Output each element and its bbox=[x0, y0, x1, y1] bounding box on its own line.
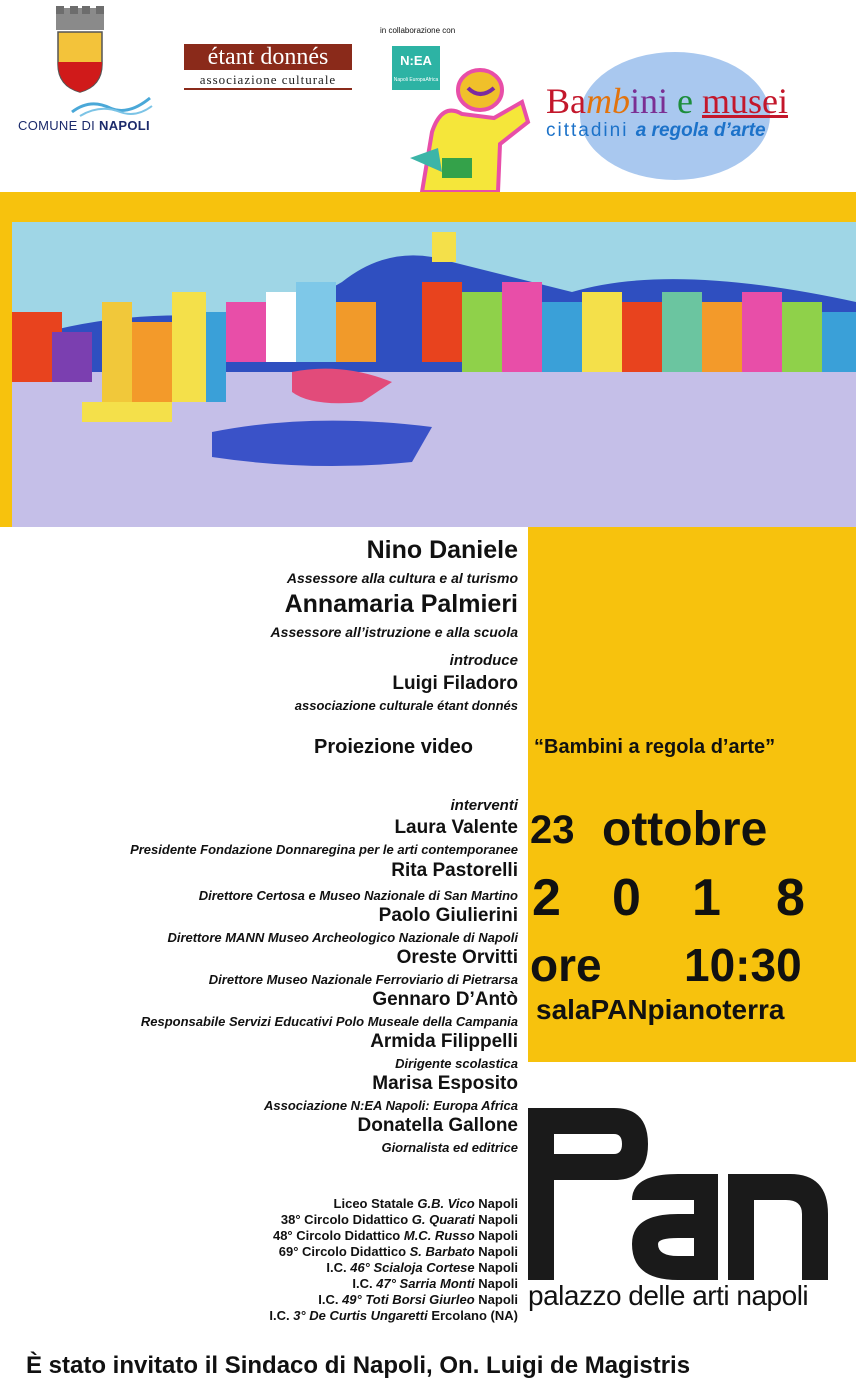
school-item: I.C. 49° Toti Borsi Giurleo Napoli bbox=[318, 1292, 518, 1307]
etant-name: étant donnés bbox=[184, 44, 352, 70]
speaker-role: Assessore alla cultura e al turismo bbox=[286, 570, 518, 586]
speaker-role: Assessore all’istruzione e alla scuola bbox=[270, 624, 518, 640]
speaker-name: Donatella Gallone bbox=[357, 1115, 518, 1136]
speaker-name: Rita Pastorelli bbox=[391, 860, 518, 881]
event-venue: salaPANpianoterra bbox=[536, 994, 785, 1025]
napoli-crest-icon bbox=[52, 6, 108, 94]
etant-subtitle: associazione culturale bbox=[184, 72, 352, 90]
speaker-name: Laura Valente bbox=[394, 817, 518, 838]
footer-note: È stato invitato il Sindaco di Napoli, On. Luigi de Magistris bbox=[26, 1352, 691, 1379]
school-item: 48° Circolo Didattico M.C. Russo Napoli bbox=[272, 1228, 518, 1243]
intro-name: Luigi Filadoro bbox=[392, 673, 518, 694]
naples-painting-image bbox=[12, 222, 856, 527]
waves-icon bbox=[70, 94, 154, 118]
speaker-name: Armida Filippelli bbox=[370, 1031, 518, 1052]
speaker-name: Gennaro D’Antò bbox=[372, 989, 518, 1010]
pan-caption: palazzo delle arti napoli bbox=[528, 1280, 809, 1311]
school-item: I.C. 46° Scialoja Cortese Napoli bbox=[326, 1260, 518, 1275]
speaker-role: Responsabile Servizi Educativi Polo Museale della Campania bbox=[140, 1014, 518, 1029]
video-label: Proiezione video bbox=[314, 736, 473, 758]
speaker-role: Associazione N:EA Napoli: Europa Africa bbox=[263, 1098, 518, 1113]
event-year-digit: 0 bbox=[612, 869, 641, 927]
logo-subtitle: cittadini a regola d’arte bbox=[546, 120, 766, 141]
speaker-name: Marisa Esposito bbox=[372, 1073, 518, 1094]
header bbox=[0, 0, 856, 192]
intro-role: associazione culturale étant donnés bbox=[294, 698, 518, 713]
nea-subtitle: Napoli EuropaAfrica bbox=[393, 77, 439, 83]
speaker-role: Direttore Certosa e Museo Nazionale di San Martino bbox=[198, 888, 518, 903]
event-year-digit: 8 bbox=[776, 869, 805, 927]
school-item: 38° Circolo Didattico G. Quarati Napoli bbox=[280, 1212, 518, 1227]
comune-label: COMUNE DI NAPOLI bbox=[18, 118, 150, 133]
school-item: Liceo Statale G.B. Vico Napoli bbox=[333, 1196, 518, 1211]
event-month: ottobre bbox=[602, 803, 768, 856]
child-drawing-figure bbox=[402, 62, 532, 192]
speaker-role: Direttore MANN Museo Archeologico Nazionale di Napoli bbox=[167, 930, 518, 945]
intro-label: introduce bbox=[449, 652, 518, 669]
speaker-name: Nino Daniele bbox=[366, 536, 518, 564]
school-item: I.C. 3° De Curtis Ungaretti Ercolano (NA) bbox=[269, 1308, 518, 1323]
speaker-role: Giornalista ed editrice bbox=[381, 1140, 518, 1155]
video-title: “Bambini a regola d’arte” bbox=[534, 736, 776, 758]
school-item: I.C. 47° Sarria Monti Napoli bbox=[352, 1276, 518, 1291]
school-item: 69° Circolo Didattico S. Barbato Napoli bbox=[278, 1244, 518, 1259]
event-year-digit: 2 bbox=[532, 869, 561, 927]
interventi-label: interventi bbox=[450, 797, 518, 814]
speaker-name: Oreste Orvitti bbox=[396, 947, 518, 968]
speaker-name: Paolo Giulierini bbox=[378, 905, 518, 926]
nea-name: N:EA bbox=[400, 53, 432, 68]
collaboration-label: in collaborazione con bbox=[380, 26, 456, 35]
event-time-label: ore bbox=[530, 939, 602, 991]
speaker-role: Direttore Museo Nazionale Ferroviario di Pietrarsa bbox=[208, 972, 518, 987]
event-year-digit: 1 bbox=[692, 869, 721, 927]
event-time: 10:30 bbox=[684, 939, 802, 991]
event-day: 23 bbox=[530, 808, 575, 852]
etant-donnes-logo bbox=[184, 44, 352, 90]
speaker-role: Dirigente scolastica bbox=[395, 1056, 518, 1071]
speaker-role: Presidente Fondazione Donnaregina per le arti contemporanee bbox=[130, 842, 518, 857]
logo-title: Bambini e musei bbox=[546, 81, 788, 121]
pan-logo-icon bbox=[528, 1104, 832, 1284]
bambini-e-musei-logo bbox=[540, 42, 840, 182]
speaker-name: Annamaria Palmieri bbox=[284, 590, 518, 618]
